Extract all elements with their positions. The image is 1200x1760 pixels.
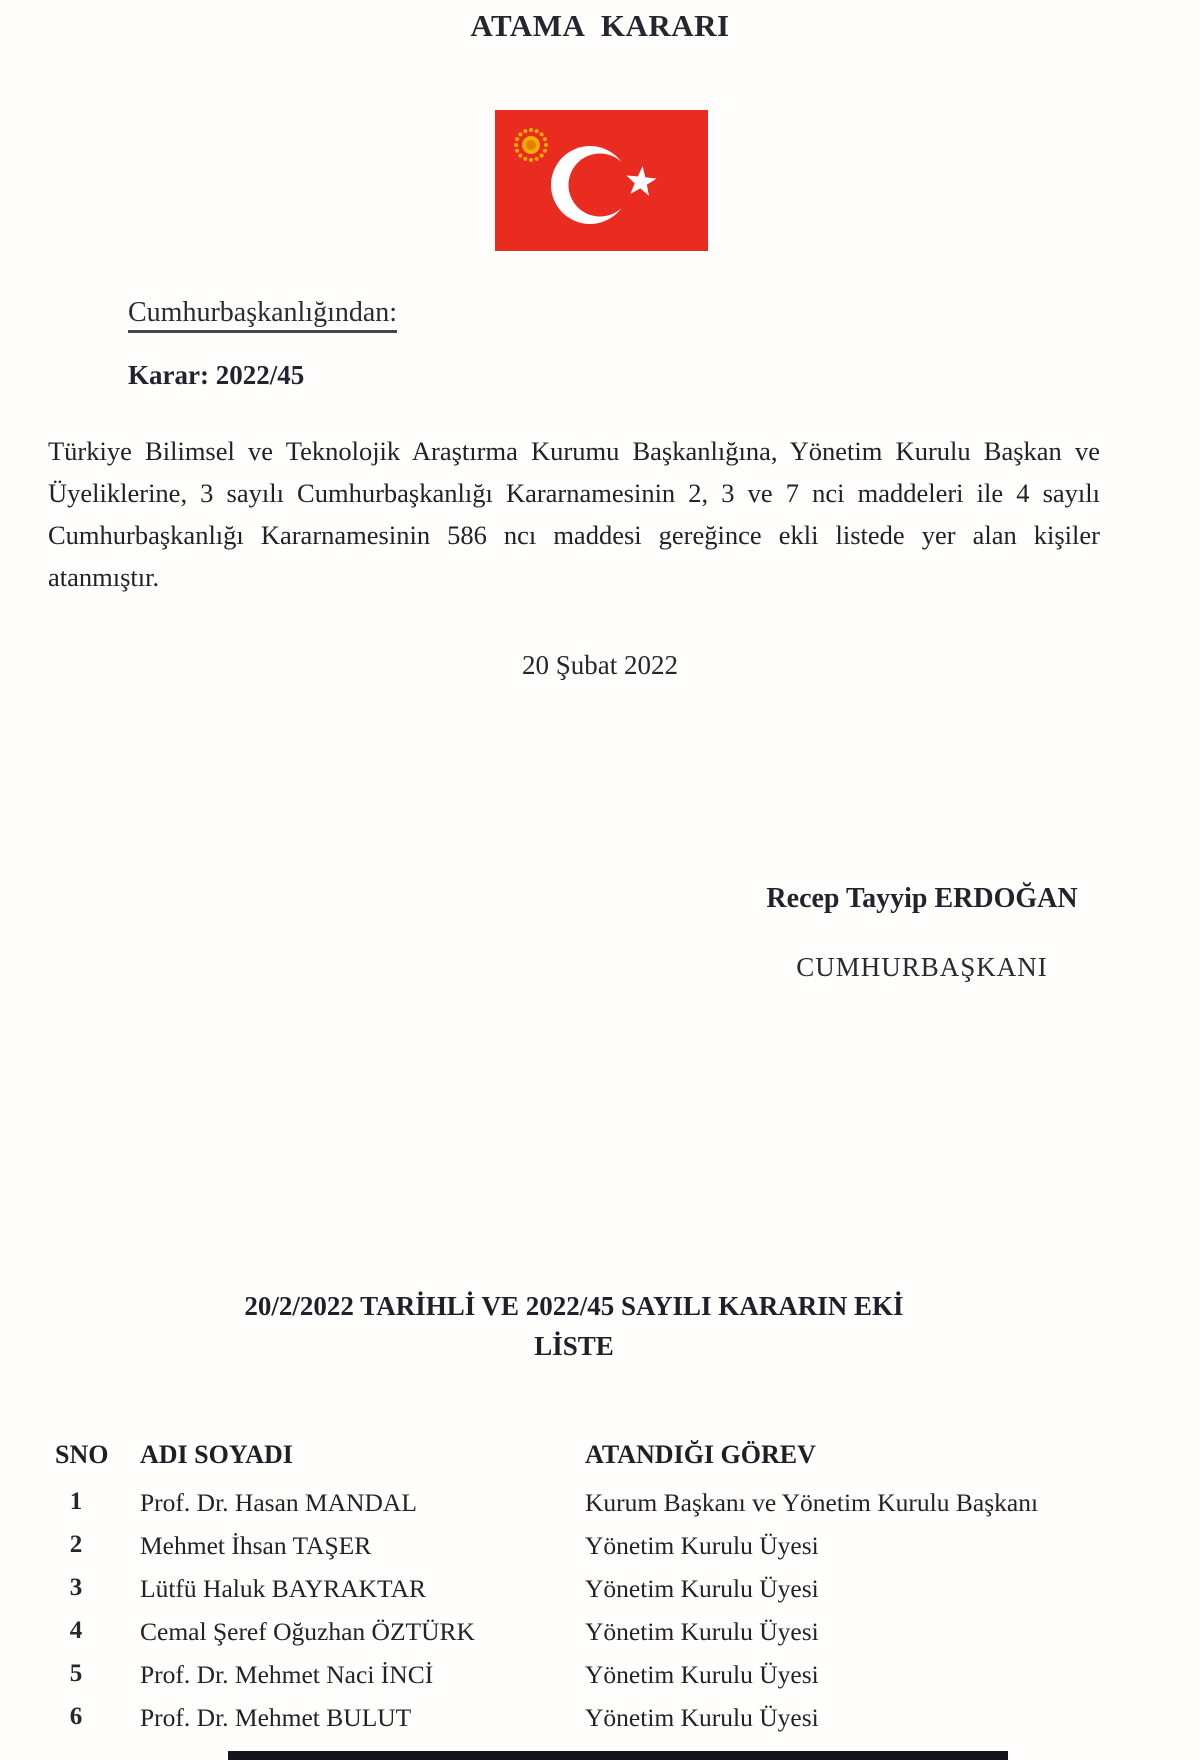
appointed-role: Yönetim Kurulu Üyesi (585, 1660, 819, 1689)
appointee-name: Prof. Dr. Hasan MANDAL (140, 1488, 417, 1517)
annex-title-line-1: 20/2/2022 TARİHLİ VE 2022/45 SAYILI KARARIN EKİ (244, 1291, 904, 1321)
annex-title-line-2: LİSTE (534, 1331, 614, 1361)
table-row (0, 1531, 1200, 1574)
issuing-authority-heading (128, 297, 397, 329)
decree-date: 20 Şubat 2022 (521, 650, 678, 680)
row-number: 1 (69, 1488, 83, 1515)
appointee-name: Lütfü Haluk BAYRAKTAR (140, 1574, 427, 1603)
annex-title (0, 1286, 1148, 1366)
header-sno: SNO (55, 1440, 109, 1469)
table-row (0, 1488, 1200, 1531)
row-number: 4 (69, 1617, 83, 1644)
row-number: 5 (69, 1660, 83, 1687)
appointee-name: Prof. Dr. Mehmet BULUT (140, 1703, 412, 1732)
row-number: 2 (69, 1531, 83, 1558)
table-row (0, 1617, 1200, 1660)
decision-number: Karar: 2022/45 (128, 360, 305, 390)
turkish-presidential-flag (495, 110, 708, 251)
decree-body-paragraph (48, 430, 1100, 598)
body-line-2: Üyeliklerine, 3 sayılı Cumhurbaşkanlığı Kararnamesinin 2, 3 ve 7 nci maddeleri ile 4 sayılı (48, 478, 1100, 508)
appointed-role: Yönetim Kurulu Üyesi (585, 1617, 819, 1646)
body-line-4: atanmıştır. (48, 562, 160, 592)
table-row (0, 1574, 1200, 1617)
issuing-authority-text: Cumhurbaşkanlığından: (128, 297, 397, 333)
body-line-3: Cumhurbaşkanlığı Kararnamesinin 586 ncı maddesi gereğince ekli listede yer alan kişiler (48, 520, 1100, 550)
appointed-role: Kurum Başkanı ve Yönetim Kurulu Başkanı (585, 1488, 1039, 1517)
row-number: 6 (69, 1703, 83, 1730)
signatory-title: CUMHURBAŞKANI (796, 952, 1048, 982)
document-title: ATAMA KARARI (470, 8, 730, 43)
body-line-1: Türkiye Bilimsel ve Teknolojik Araştırma Kurumu Başkanlığına, Yönetim Kurulu Başkan ve (48, 436, 1100, 466)
header-role: ATANDIĞI GÖREV (585, 1440, 816, 1469)
appointed-role: Yönetim Kurulu Üyesi (585, 1531, 819, 1560)
table-row (0, 1703, 1200, 1746)
table-row (0, 1660, 1200, 1703)
appointee-name: Prof. Dr. Mehmet Naci İNCİ (140, 1660, 434, 1689)
signature-block (670, 883, 1174, 983)
bottom-scan-artifact-bar (228, 1751, 1008, 1760)
appointed-role: Yönetim Kurulu Üyesi (585, 1703, 819, 1732)
header-name: ADI SOYADI (140, 1440, 293, 1469)
row-number: 3 (69, 1574, 83, 1601)
appointee-name: Mehmet İhsan TAŞER (140, 1531, 372, 1560)
appointment-table-rows (0, 1488, 1200, 1746)
signatory-name: Recep Tayyip ERDOĞAN (766, 883, 1078, 914)
sun-core-inner (526, 140, 536, 150)
appointee-name: Cemal Şeref Oğuzhan ÖZTÜRK (140, 1617, 475, 1646)
appointed-role: Yönetim Kurulu Üyesi (585, 1574, 819, 1603)
